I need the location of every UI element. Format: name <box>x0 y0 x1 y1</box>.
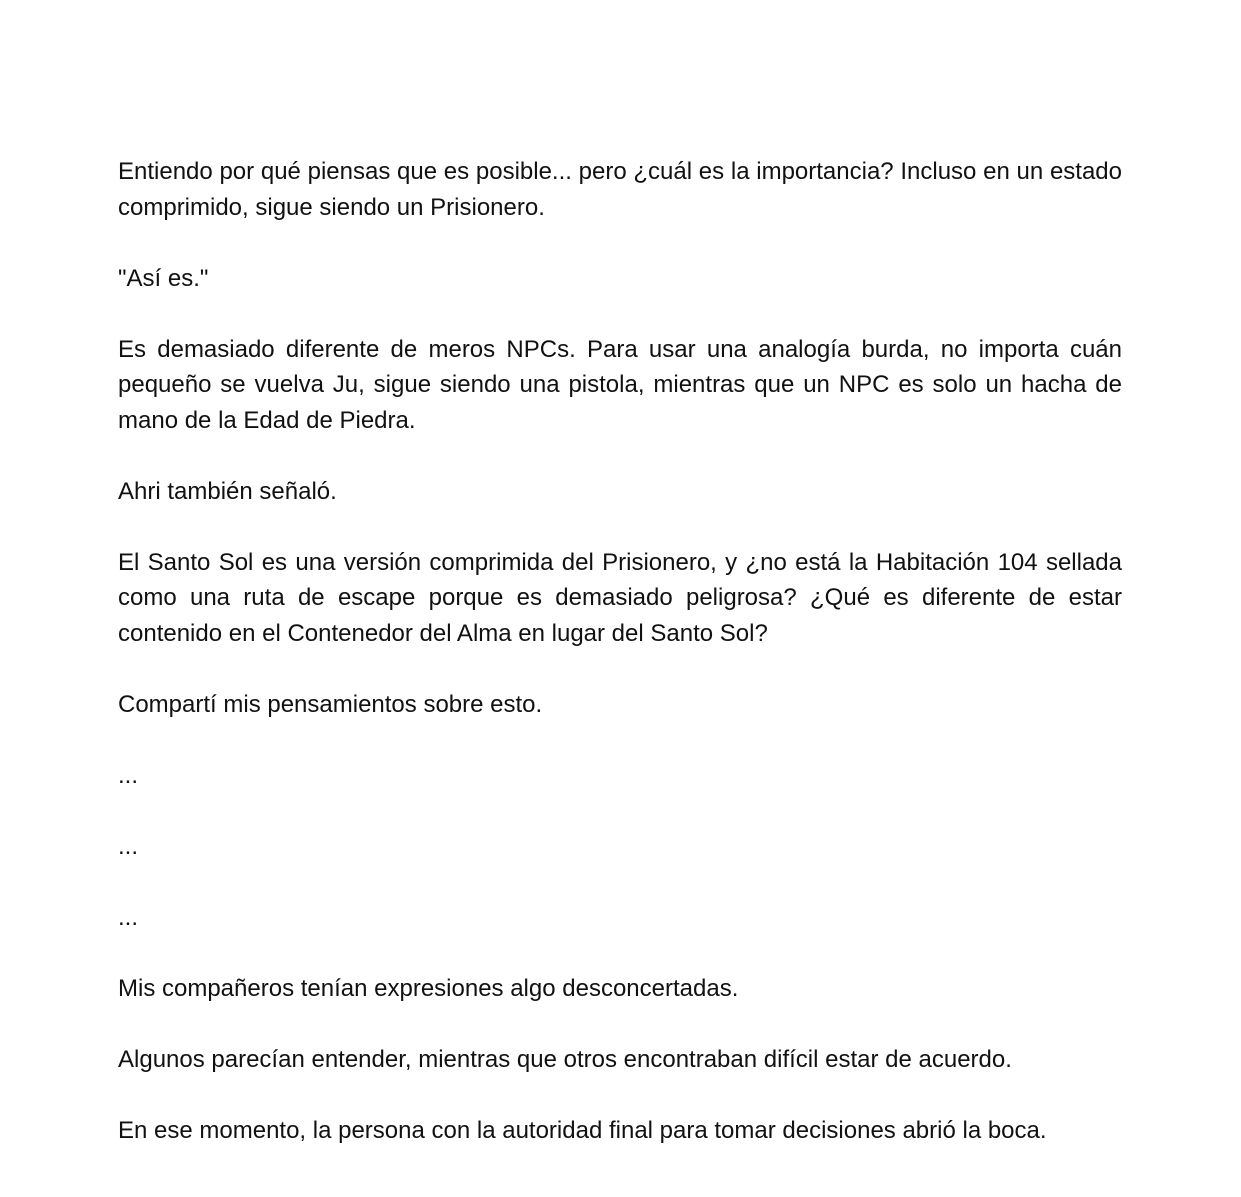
paragraph-1: Entiendo por qué piensas que es posible... pero ¿cuál es la importancia? Incluso en un estado comprimido, sigue siendo un Prisionero. <box>118 158 1122 221</box>
paragraph-4: Ahri también señaló. <box>118 477 337 505</box>
paragraph-5: El Santo Sol es una versión comprimida del Prisionero, y ¿no está la Habitación 104 sellada como una ruta de escape porque es demasiado peligrosa? ¿Qué es diferente de estar contenido en el Contenedor del Alma en lugar del Santo Sol? <box>118 548 1122 647</box>
paragraph-9: En ese momento, la persona con la autoridad final para tomar decisiones abrió la boca. <box>118 1116 1047 1144</box>
paragraph-7: Mis compañeros tenían expresiones algo desconcertadas. <box>118 974 739 1002</box>
ellipsis-line-2: ... <box>118 832 139 860</box>
ellipsis-line-3: ... <box>118 903 139 931</box>
ellipsis-line-1: ... <box>118 761 139 789</box>
paragraph-6: Compartí mis pensamientos sobre esto. <box>118 690 543 718</box>
paragraph-2: "Así es." <box>118 264 209 292</box>
paragraph-3: Es demasiado diferente de meros NPCs. Para usar una analogía burda, no importa cuán pequeño se vuelva Ju, sigue siendo una pistola, mientras que un NPC es solo un hacha de mano de la Edad de Piedra. <box>118 335 1122 434</box>
document-body <box>118 154 1122 1148</box>
paragraph-8: Algunos parecían entender, mientras que otros encontraban difícil estar de acuerdo. <box>118 1045 1012 1073</box>
